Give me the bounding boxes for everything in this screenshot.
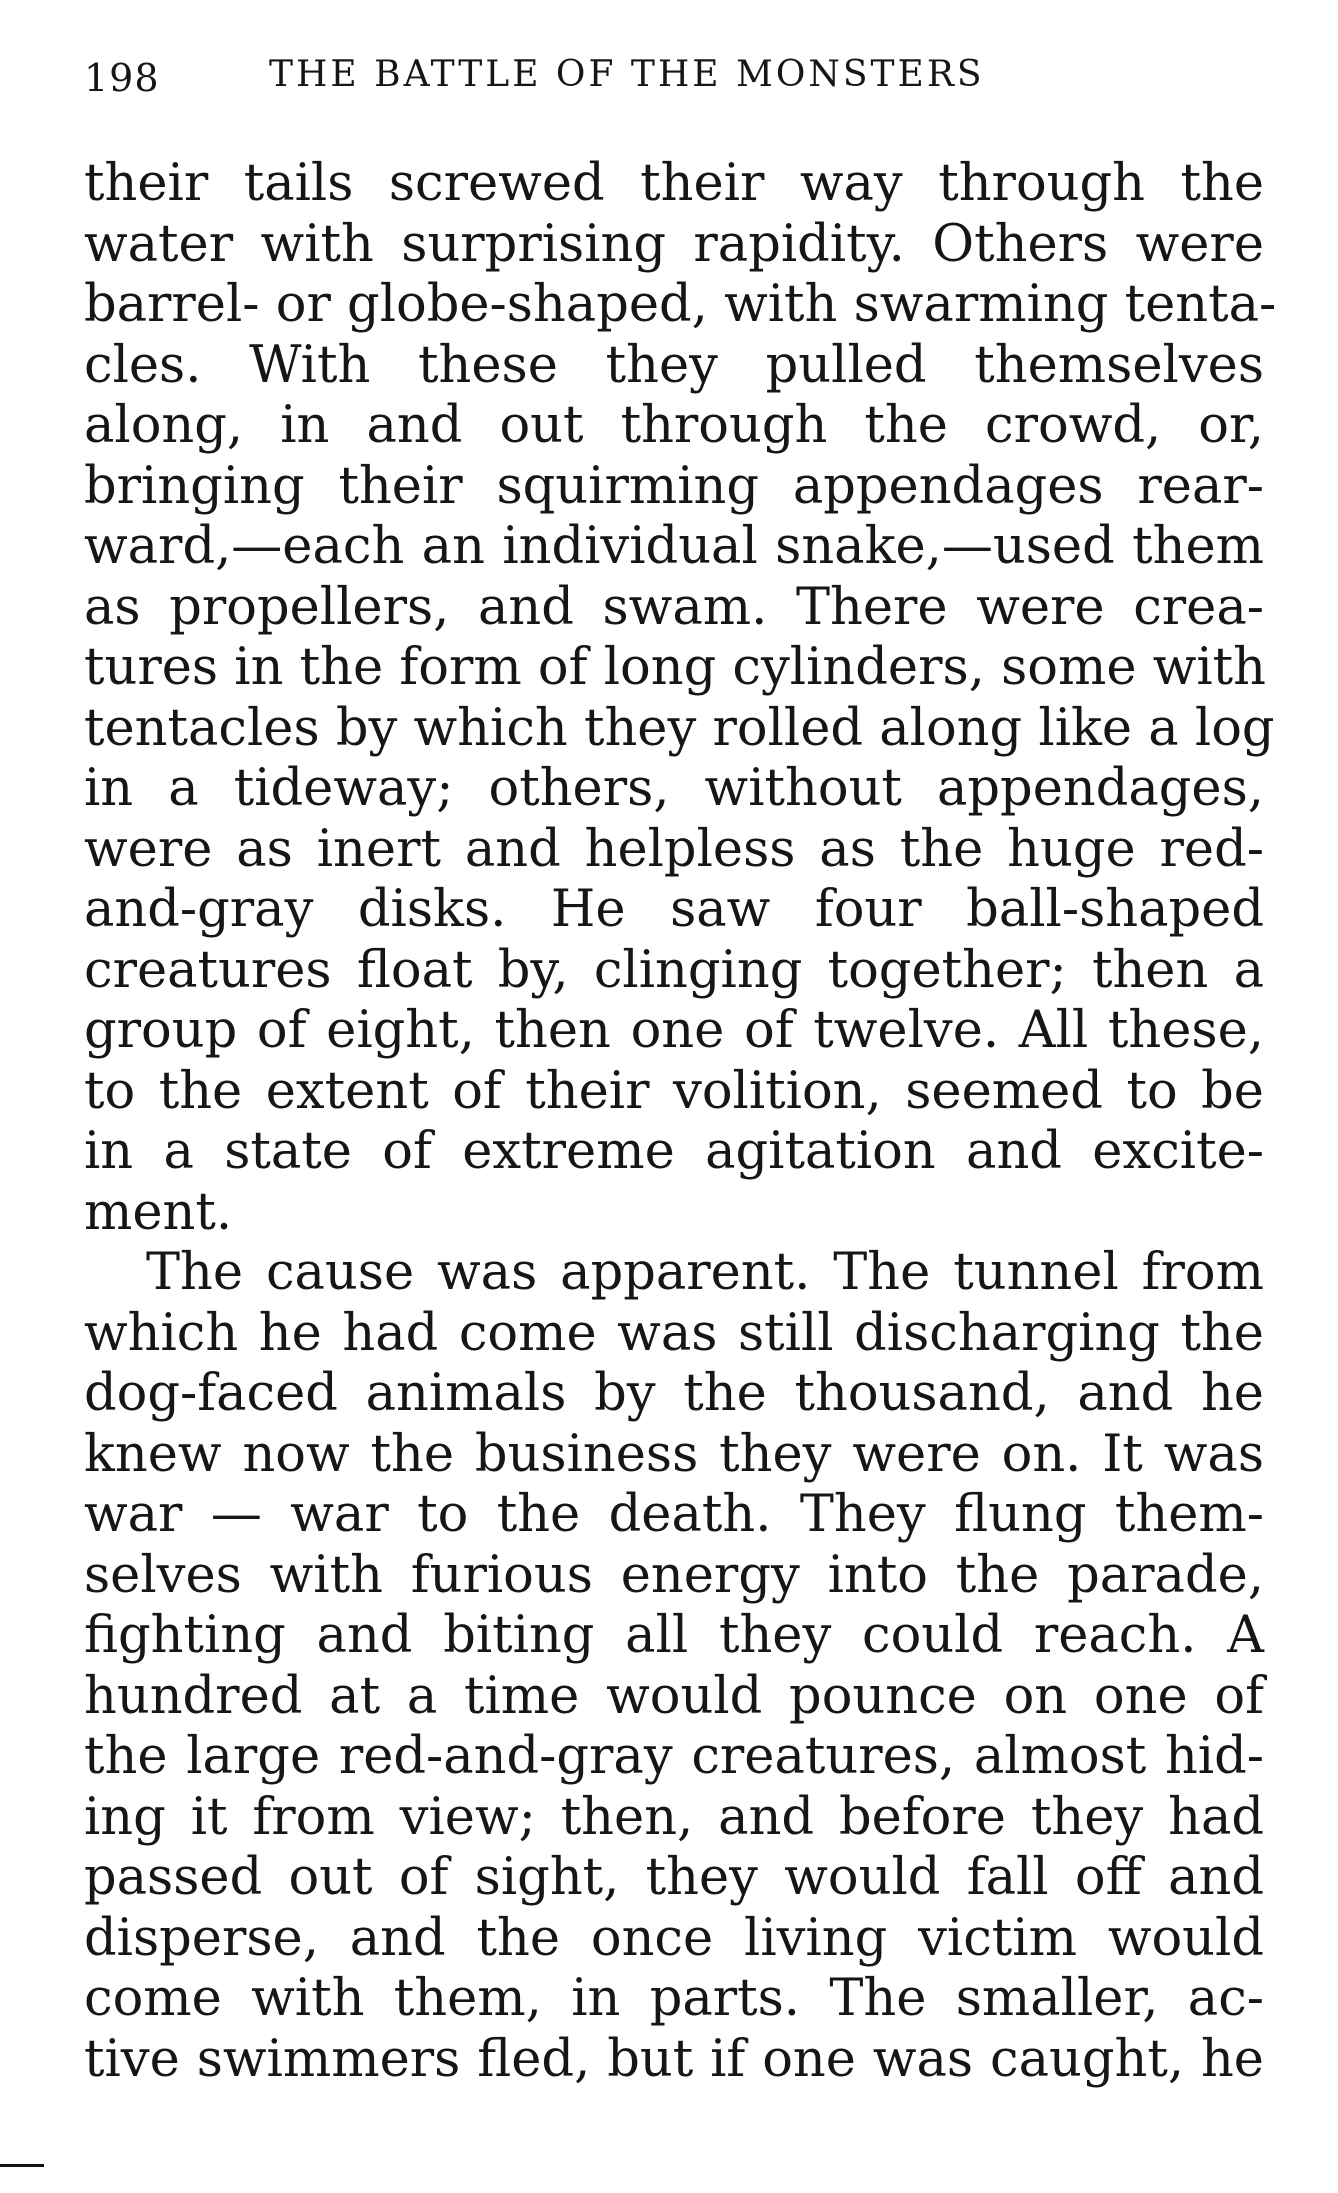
text-line: come with them, in parts. The smaller, ac- (84, 1969, 1264, 2028)
text-line: tentacles by which they rolled along like a log (84, 698, 1275, 758)
page-number: 198 (84, 56, 160, 100)
text-line: passed out of sight, they would fall off and (84, 1848, 1264, 1907)
text-line: water with surprising rapidity. Others were (84, 214, 1264, 274)
text-line: in a state of extreme agitation and excite- (84, 1122, 1264, 1181)
text-line: creatures float by, clinging together; then a (84, 940, 1264, 1000)
text-line: the large red-and-gray creatures, almost hid- (84, 1727, 1264, 1786)
text-line: tures in the form of long cylinders, some with (84, 638, 1267, 697)
running-title: THE BATTLE OF THE MONSTERS (269, 54, 985, 95)
text-line: their tails screwed their way through the (84, 154, 1264, 213)
text-line: bringing their squirming appendages rear- (84, 456, 1264, 516)
text-line: to the extent of their volition, seemed to be (84, 1061, 1264, 1121)
text-line: group of eight, then one of twelve. All these, (84, 1001, 1264, 1060)
text-line: were as inert and helpless as the huge red- (84, 819, 1264, 879)
text-line: cles. With these they pulled themselves (84, 335, 1264, 395)
paragraph-start-line: The cause was apparent. The tunnel from (146, 1243, 1264, 1302)
text-line: knew now the business they were on. It was (84, 1424, 1264, 1484)
text-line: ward,—each an individual snake,—used them (84, 517, 1264, 576)
text-line: tive swimmers fled, but if one was caught, he (84, 2029, 1264, 2089)
text-line: along, in and out through the crowd, or, (84, 396, 1264, 455)
text-line: hundred at a time would pounce on one of (84, 1666, 1264, 1726)
text-line: which he had come was still discharging the (84, 1303, 1264, 1363)
running-header (84, 54, 1264, 114)
body-text (84, 154, 1277, 2090)
paragraph-end-line: ment. (84, 1182, 233, 1242)
text-line: and-gray disks. He saw four ball-shaped (84, 880, 1264, 939)
text-line: dog-faced animals by the thousand, and he (84, 1364, 1264, 1423)
text-line: war — war to the death. They flung them- (84, 1485, 1264, 1544)
text-line: fighting and biting all they could reach. A (84, 1606, 1264, 1665)
text-line: barrel- or globe-shaped, with swarming tenta- (84, 275, 1277, 334)
text-line: as propellers, and swam. There were crea- (84, 577, 1264, 637)
text-line: ing it from view; then, and before they had (84, 1787, 1264, 1847)
margin-mark (0, 2164, 44, 2167)
text-line: in a tideway; others, without appendages, (84, 759, 1264, 818)
text-line: disperse, and the once living victim would (84, 1908, 1264, 1968)
text-line: selves with furious energy into the parade, (84, 1545, 1264, 1605)
